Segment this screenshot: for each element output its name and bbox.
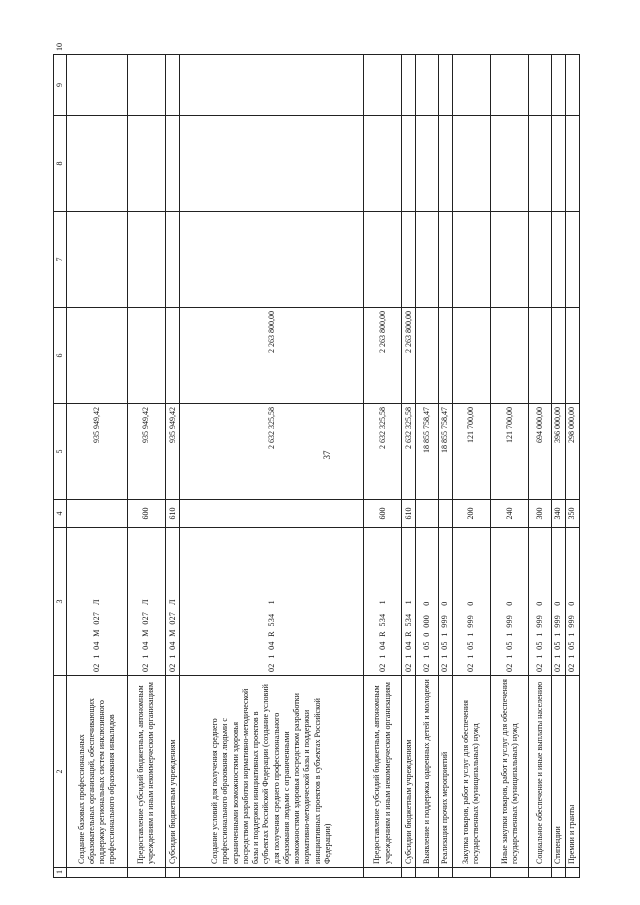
row-c5: 18 855 758,47 [438, 404, 452, 500]
row-c5: 2 632 325,58 [180, 404, 364, 500]
row-c7 [166, 212, 180, 308]
row-c8 [438, 116, 452, 212]
header-cell: 1 [54, 868, 67, 878]
row-name: Закупка товаров, работ и услуг для обеспечения государственных (муниципальных) нужд [452, 676, 490, 868]
row-c9 [529, 55, 551, 116]
row-c8 [180, 116, 364, 212]
row-c9 [565, 55, 579, 116]
row-c4 [438, 500, 452, 528]
row-c5: 396 000,00 [551, 404, 565, 500]
row-c8 [565, 116, 579, 212]
table-row [166, 55, 180, 878]
header-row: 1 2 3 4 5 6 7 8 9 10 [54, 55, 67, 878]
table-row [180, 55, 364, 878]
table-row [491, 55, 529, 878]
table-row [67, 55, 128, 878]
table-row [438, 55, 452, 878]
row-c8 [402, 116, 416, 212]
row-name: Субсидии бюджетным учреждениям [166, 676, 180, 868]
row-c9 [166, 55, 180, 116]
row-name: Предоставление субсидий бюджетным, автономным учреждениям и иным некоммерческим организациям [127, 676, 165, 868]
row-c7 [438, 212, 452, 308]
row-c6: 2 263 800,00 [363, 308, 401, 404]
table-row [452, 55, 490, 878]
header-cell: 2 [54, 676, 67, 868]
table-row [416, 55, 438, 878]
row-code: 02 1 05 1 999 0 [565, 528, 579, 676]
budget-table [53, 43, 580, 878]
first-col-cell [127, 868, 165, 878]
row-c4: 600 [127, 500, 165, 528]
row-name: Создание базовых профессиональных образовательных организаций, обеспечивающих поддержку региональных систем инклюзивного профессионального образования инвалидов [67, 676, 128, 868]
row-code: 02 1 04 R 534 1 [180, 528, 364, 676]
table-row [551, 55, 565, 878]
row-c7 [67, 212, 128, 308]
row-c4: 340 [551, 500, 565, 528]
row-c9 [491, 55, 529, 116]
row-c4: 200 [452, 500, 490, 528]
row-code: 02 1 05 1 999 0 [529, 528, 551, 676]
row-c7 [402, 212, 416, 308]
row-c9 [127, 55, 165, 116]
row-c6 [438, 308, 452, 404]
row-code: 02 1 05 1 999 0 [491, 528, 529, 676]
row-name: Выявление и поддержка одаренных детей и молодежи [416, 676, 438, 868]
row-c4: 350 [565, 500, 579, 528]
row-c5: 121 700,00 [491, 404, 529, 500]
row-c4: 300 [529, 500, 551, 528]
row-c6 [127, 308, 165, 404]
first-col-cell [416, 868, 438, 878]
row-code: 02 1 04 М 027 Л [67, 528, 128, 676]
row-name: Социальное обеспечение и иные выплаты населению [529, 676, 551, 868]
row-c7 [363, 212, 401, 308]
row-code: 02 1 04 М 027 Л [127, 528, 165, 676]
row-c8 [491, 116, 529, 212]
row-c5: 935 949,42 [166, 404, 180, 500]
row-code: 02 1 05 1 999 0 [438, 528, 452, 676]
table-body [67, 55, 580, 878]
row-c6 [166, 308, 180, 404]
header-cell: 9 [54, 55, 67, 116]
row-name: Предоставление субсидий бюджетным, автономным учреждениям и иным некоммерческим организациям [363, 676, 401, 868]
row-name: Создание условий для получения среднего профессионального образования людьми с ограниченными возможностями здоровья посредством разработки нормативно-методической базы и поддержки инициативных проектов в субъектах Российской Федерации (создание условий для получения среднего профессионального образования людьми с ограниченными возможностями здоровья посредством разработки нормативно-методической базы и поддержки инициативных проектов в субъектах Российской Федерации) [180, 676, 364, 868]
row-c8 [551, 116, 565, 212]
row-c8 [529, 116, 551, 212]
row-code: 02 1 04 R 534 1 [363, 528, 401, 676]
row-c9 [452, 55, 490, 116]
row-c6 [565, 308, 579, 404]
table-row [529, 55, 551, 878]
row-c5: 935 949,42 [127, 404, 165, 500]
row-name: Реализация прочих мероприятий [438, 676, 452, 868]
first-col-cell [529, 868, 551, 878]
row-code: 02 1 05 0 000 0 [416, 528, 438, 676]
row-c7 [565, 212, 579, 308]
row-c4: 610 [166, 500, 180, 528]
first-col-cell [565, 868, 579, 878]
first-col-cell [180, 868, 364, 878]
row-c6 [551, 308, 565, 404]
row-c7 [180, 212, 364, 308]
first-col-cell [402, 868, 416, 878]
row-c8 [452, 116, 490, 212]
row-c7 [551, 212, 565, 308]
row-c9 [363, 55, 401, 116]
row-c5: 694 000,00 [529, 404, 551, 500]
row-c5: 121 700,00 [452, 404, 490, 500]
row-c7 [529, 212, 551, 308]
row-c9 [438, 55, 452, 116]
page-number: 37 [322, 450, 332, 460]
row-c8 [363, 116, 401, 212]
row-c9 [67, 55, 128, 116]
row-c4 [416, 500, 438, 528]
first-col-cell [166, 868, 180, 878]
first-col-cell [551, 868, 565, 878]
first-col-cell [363, 868, 401, 878]
first-col-cell [491, 868, 529, 878]
header-cell: 4 [54, 500, 67, 528]
row-c8 [127, 116, 165, 212]
row-name: Премии и гранты [565, 676, 579, 868]
row-c9 [416, 55, 438, 116]
header-cell: 8 [54, 116, 67, 212]
row-c4 [67, 500, 128, 528]
row-c8 [67, 116, 128, 212]
row-c9 [551, 55, 565, 116]
row-c6 [529, 308, 551, 404]
row-code: 02 1 05 1 999 0 [452, 528, 490, 676]
row-c5: 2 632 325,58 [363, 404, 401, 500]
row-c4 [180, 500, 364, 528]
header-cell: 3 [54, 528, 67, 676]
header-cell: 7 [54, 212, 67, 308]
row-c7 [452, 212, 490, 308]
row-c6 [491, 308, 529, 404]
row-c9 [180, 55, 364, 116]
first-col-cell [67, 868, 128, 878]
row-c7 [491, 212, 529, 308]
row-c4: 240 [491, 500, 529, 528]
table-row [363, 55, 401, 878]
first-col-cell [438, 868, 452, 878]
row-name: Стипендии [551, 676, 565, 868]
rotated-table-container [53, 43, 580, 878]
table-row [402, 55, 416, 878]
row-c5: 18 855 758,47 [416, 404, 438, 500]
row-c4: 600 [363, 500, 401, 528]
row-c6 [416, 308, 438, 404]
row-code: 02 1 04 R 534 1 [402, 528, 416, 676]
row-c7 [416, 212, 438, 308]
row-c8 [166, 116, 180, 212]
row-c5: 935 949,42 [67, 404, 128, 500]
row-c9 [402, 55, 416, 116]
row-code: 02 1 05 1 999 0 [551, 528, 565, 676]
table-row [127, 55, 165, 878]
row-c6 [452, 308, 490, 404]
row-c5: 2 632 325,58 [402, 404, 416, 500]
row-c8 [416, 116, 438, 212]
row-name: Субсидии бюджетным учреждениям [402, 676, 416, 868]
row-c6: 2 263 800,00 [180, 308, 364, 404]
table-row [565, 55, 579, 878]
first-col-cell [452, 868, 490, 878]
row-c6 [67, 308, 128, 404]
header-cell: 6 [54, 308, 67, 404]
row-code: 02 1 04 М 027 Л [166, 528, 180, 676]
row-c6: 2 263 800,00 [402, 308, 416, 404]
row-c7 [127, 212, 165, 308]
row-c4: 610 [402, 500, 416, 528]
header-cell: 5 [54, 404, 67, 500]
row-name: Иные закупки товаров, работ и услуг для обеспечения государственных (муниципальных) нужд [491, 676, 529, 868]
row-c5: 298 000,00 [565, 404, 579, 500]
